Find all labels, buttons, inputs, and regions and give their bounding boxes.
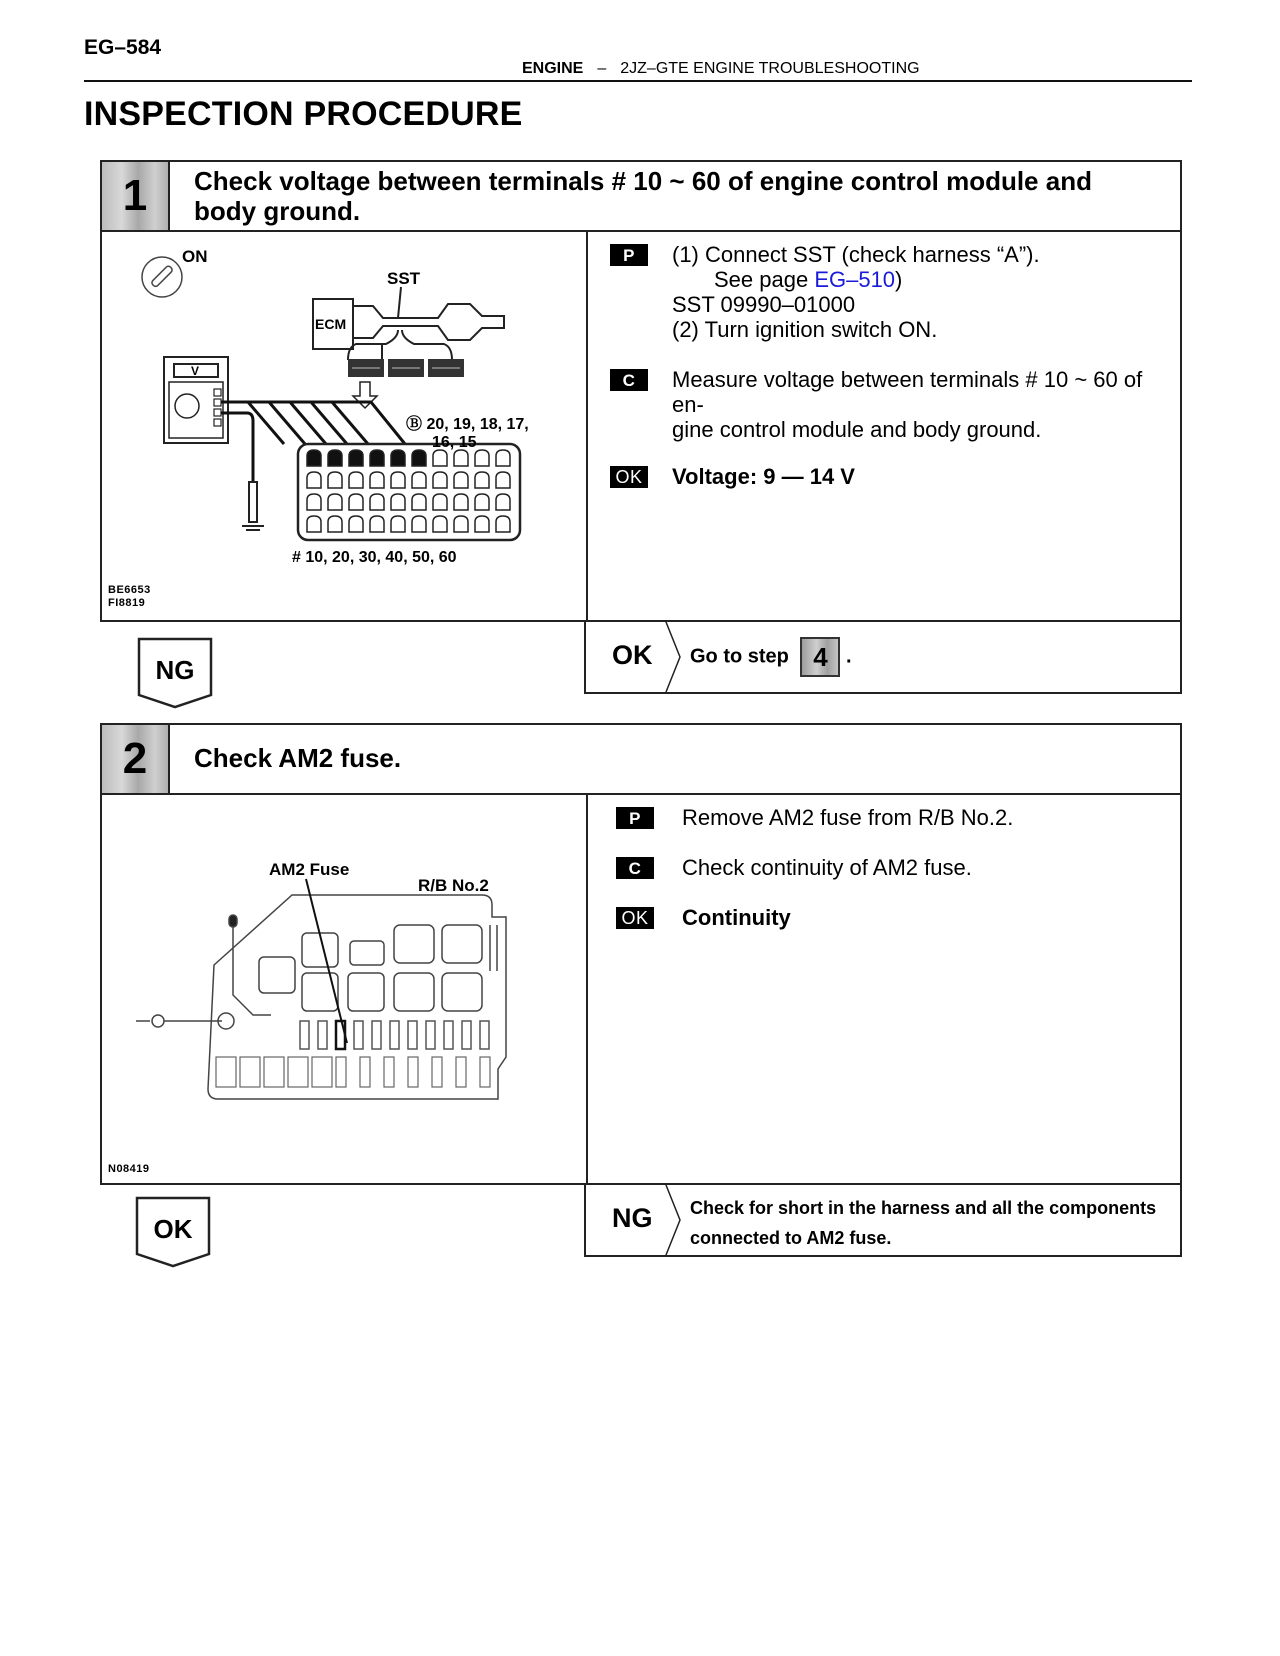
prepare-line-3: SST 09990–01000 [672,292,856,317]
step-1-section [100,160,1182,622]
fuse [408,1021,417,1049]
step-2-title: Check AM2 fuse. [194,743,402,773]
connector-pin [307,494,321,510]
fuse [462,1021,471,1049]
label-b-terminals-2: 16, 15 [432,434,477,451]
connector-pin [307,450,321,466]
sst-check-connectors [348,359,464,377]
check-line-1: Measure voltage between terminals # 10 ~ 60 of en- [672,367,1143,417]
lower-fuse [216,1057,236,1087]
fuse [480,1021,489,1049]
connector-pin [433,472,447,488]
ignition-switch-icon [142,257,182,297]
connector-pin [475,494,489,510]
ng-label: NG [155,655,195,685]
lower-fuse [480,1057,490,1087]
connector-pin [475,450,489,466]
result-chevron-icon [664,622,684,692]
check-line-1: Check continuity of AM2 fuse. [682,855,972,880]
connector-pin [496,450,510,466]
check-instruction [616,855,1176,880]
connector-pin [328,472,342,488]
connector-pin [391,472,405,488]
lower-fuse [432,1057,442,1087]
connector-pin [349,494,363,510]
step-2-ok-result[interactable] [135,1196,211,1273]
fuse [372,1021,381,1049]
fuse [444,1021,453,1049]
step-2-number-badge: 2 [102,725,170,793]
am2-fuse [336,1021,345,1049]
fuse [318,1021,327,1049]
step-2-ng-result[interactable] [584,1185,1182,1257]
header-separator: – [597,60,607,77]
connector-pin [391,450,405,466]
connector-pin [412,516,426,532]
connector-pin [391,494,405,510]
ng-action-line-2: connected to AM2 fuse. [690,1228,892,1248]
step-1-diagram [102,232,588,620]
prepare-instruction [610,242,1170,342]
connector-pin [328,516,342,532]
connector-pin [391,516,405,532]
step-1-title [170,162,1092,230]
check-tag: C [610,369,648,391]
lower-fuse [288,1057,308,1087]
ok-criteria [610,464,1170,489]
connector-pin [370,516,384,532]
connector-pin [349,516,363,532]
section-name: ENGINE [522,60,584,77]
step-1-title-line2: body ground. [194,196,361,226]
page-link-eg510[interactable]: EG–510 [814,267,896,292]
ok-tag: OK [610,466,648,488]
goto-step-instruction: Go to step 4 . [690,637,852,677]
document-title: INSPECTION PROCEDURE [84,95,523,133]
relay-block-diagram [102,795,588,1183]
prepare-line-1: Remove AM2 fuse from R/B No.2. [682,805,1014,830]
label-on: ON [182,247,208,266]
step-1-column-divider [586,232,588,620]
lower-fuse [312,1057,332,1087]
ng-action-line-1: Check for short in the harness and all the components [690,1198,1157,1218]
label-volt: V [191,364,200,378]
step-1-ng-result[interactable] [137,637,213,714]
connector-pin [433,494,447,510]
label-ecm: ECM [315,316,347,332]
prepare-tag: P [610,244,648,266]
ok-result-label: OK [612,640,653,670]
figure-code-1: BE6653 [108,584,151,596]
figure-code-2: FI8819 [108,597,146,609]
connector-pin [370,494,384,510]
ok-tag: OK [616,907,654,929]
check-tag: C [616,857,654,879]
step-1-instructions [610,242,1170,489]
connector-pin [475,472,489,488]
step-1-title-line1: Check voltage between terminals # 10 ~ 60 of engine control module and [194,166,1092,196]
page-number: EG–584 [84,36,162,59]
label-terminal-numbers: # 10, 20, 30, 40, 50, 60 [292,549,457,566]
check-line-2: gine control module and body ground. [672,417,1042,442]
fuse-row [216,1021,490,1087]
ng-result-label: NG [612,1203,653,1233]
goto-step-text: Go to step [690,645,789,668]
ground-symbol-icon [242,482,264,530]
ecm-connector-icon [298,444,520,540]
figure-code-n08419: N08419 [108,1163,150,1175]
connector-pin [412,494,426,510]
lower-fuse [264,1057,284,1087]
ecm-voltage-diagram [102,232,588,620]
label-rb-no2: R/B No.2 [418,876,489,895]
connector-pin [412,450,426,466]
prepare-line-4: (2) Turn ignition switch ON. [672,317,938,342]
subsection-name: 2JZ–GTE ENGINE TROUBLESHOOTING [620,60,920,77]
ok-criteria [616,905,1176,930]
step-1-ok-result[interactable] [584,622,1182,694]
connector-pin [454,450,468,466]
fuse [300,1021,309,1049]
lower-fuse [240,1057,260,1087]
connector-pin [454,494,468,510]
label-b-terminals-1: Ⓑ 20, 19, 18, 17, [406,416,529,433]
step-2-instructions [616,805,1176,930]
lower-fuse [384,1057,394,1087]
ok-label: OK [153,1214,193,1244]
running-header [522,60,920,78]
result-chevron-icon [664,1185,684,1255]
connector-pin [433,450,447,466]
fuse [354,1021,363,1049]
goto-step-4-link[interactable]: 4 [800,637,840,677]
connector-pin [370,450,384,466]
connector-pin [328,450,342,466]
step-1-number-badge: 1 [102,162,170,230]
prepare-line-2: See page EG–510) [714,267,903,292]
fuse [426,1021,435,1049]
connector-pin [307,472,321,488]
step-2-header [102,725,1180,795]
connector-pin [475,516,489,532]
ng-action-text [690,1193,1156,1253]
label-am2-fuse: AM2 Fuse [269,860,350,879]
prepare-line-1: (1) Connect SST (check harness “A”). [672,242,1040,267]
step-1-header [102,162,1180,232]
prepare-instruction [616,805,1176,830]
lower-fuse [360,1057,370,1087]
connector-pin [433,516,447,532]
connector-pin [496,516,510,532]
connector-pin [370,472,384,488]
step-2-column-divider [586,795,588,1183]
connector-pin [496,494,510,510]
ok-criteria-text: Voltage: 9 — 14 V [672,464,855,489]
connector-pin [454,516,468,532]
connector-pin [307,516,321,532]
fuse [390,1021,399,1049]
check-instruction [610,367,1170,442]
lower-fuse [336,1057,346,1087]
connector-pin [328,494,342,510]
ok-criteria-text: Continuity [682,905,791,930]
label-sst: SST [387,269,421,288]
connector-pin [349,450,363,466]
prepare-tag: P [616,807,654,829]
header-rule [84,80,1192,82]
relays [259,925,482,1011]
step-2-diagram [102,795,588,1183]
figure-codes [108,584,151,610]
connector-pin [454,472,468,488]
lower-fuse [408,1057,418,1087]
connector-pin [349,472,363,488]
step-2-section [100,723,1182,1185]
connector-pin [496,472,510,488]
lower-fuse [456,1057,466,1087]
connector-pin [412,472,426,488]
